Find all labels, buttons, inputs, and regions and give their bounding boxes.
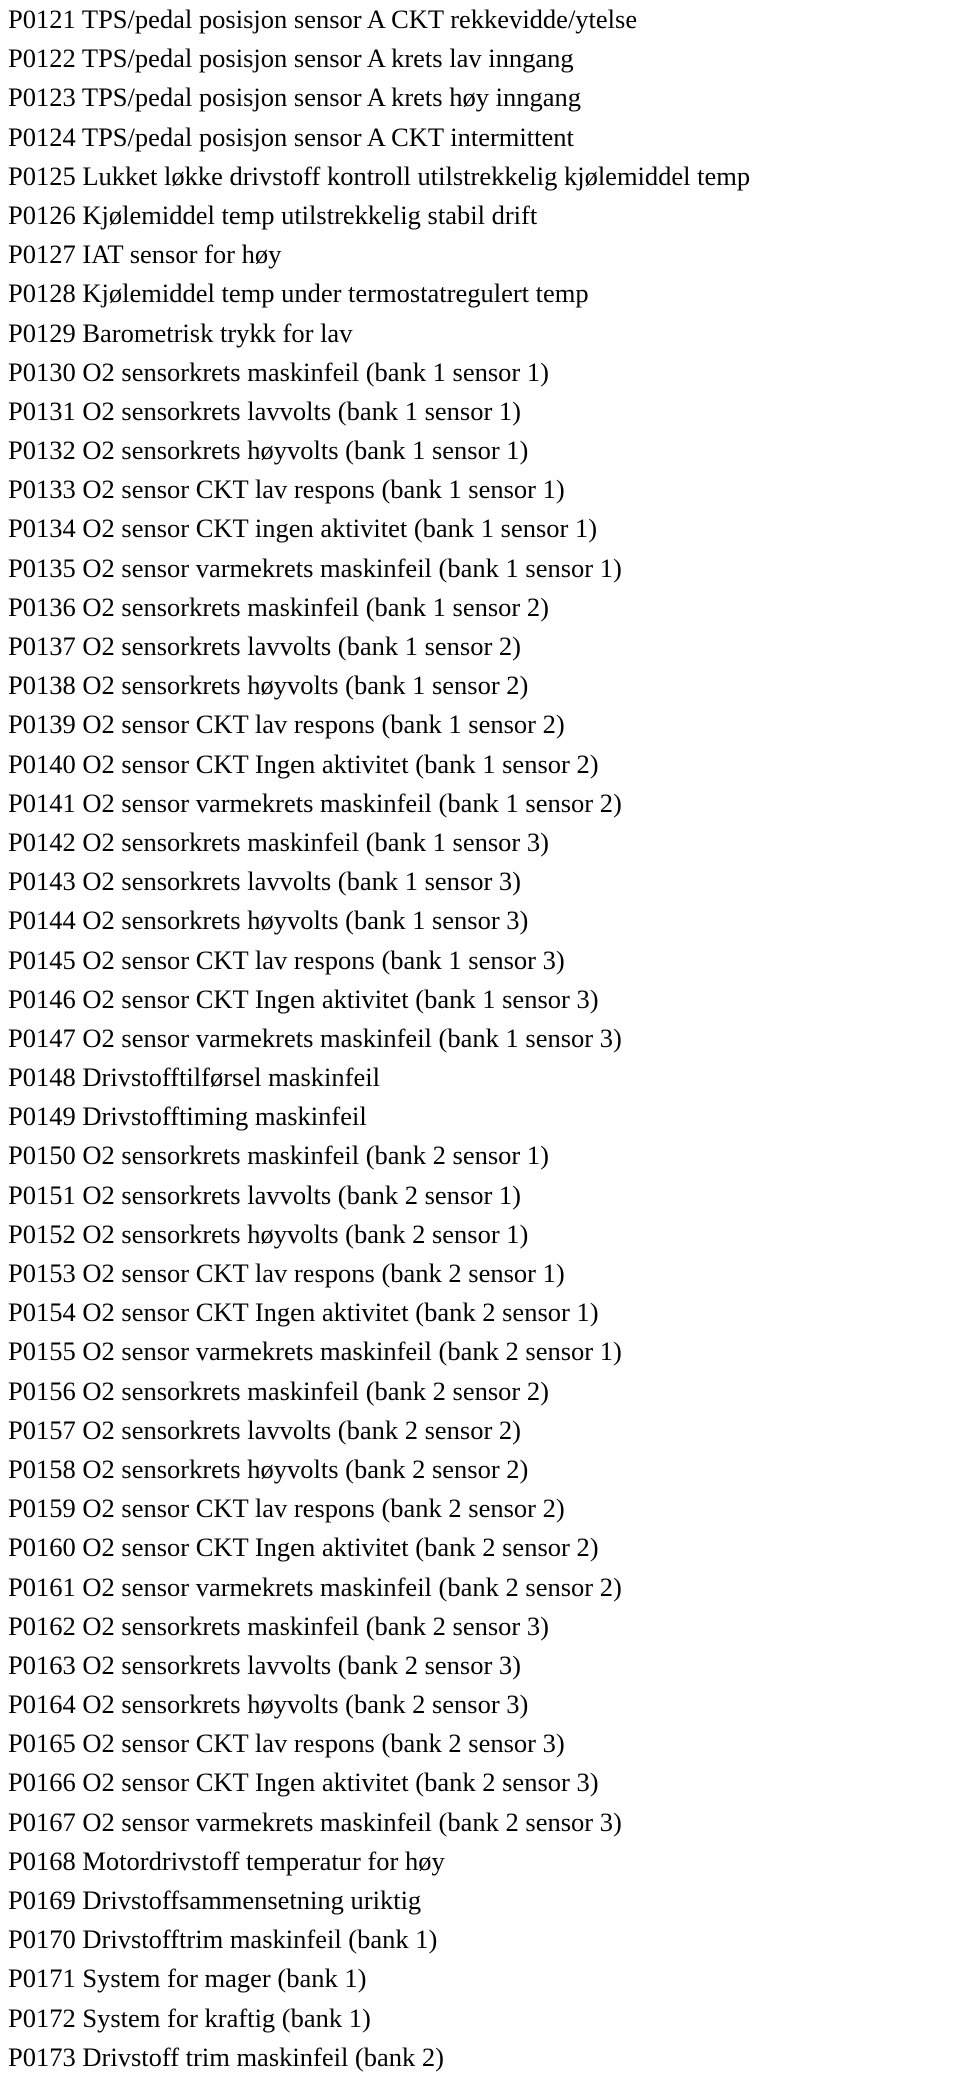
fault-code-line: P0133 O2 sensor CKT lav respons (bank 1 sensor 1) [8,474,565,505]
fault-code-line: P0149 Drivstofftiming maskinfeil [8,1101,367,1132]
fault-code-line: P0166 O2 sensor CKT Ingen aktivitet (bank 2 sensor 3) [8,1767,599,1798]
fault-code-line: P0158 O2 sensorkrets høyvolts (bank 2 sensor 2) [8,1453,529,1484]
fault-code-line: P0131 O2 sensorkrets lavvolts (bank 1 sensor 1) [8,395,522,426]
fault-code-line: P0163 O2 sensorkrets lavvolts (bank 2 sensor 3) [8,1649,522,1680]
fault-code-line: P0129 Barometrisk trykk for lav [8,317,353,348]
fault-code-line: P0144 O2 sensorkrets høyvolts (bank 1 sensor 3) [8,905,529,936]
fault-code-line: P0124 TPS/pedal posisjon sensor A CKT intermittent [8,121,574,152]
fault-code-line: P0172 System for kraftig (bank 1) [8,2002,371,2033]
fault-code-line: P0122 TPS/pedal posisjon sensor A krets lav inngang [8,43,574,74]
fault-code-line: P0126 Kjølemiddel temp utilstrekkelig stabil drift [8,199,538,230]
fault-code-line: P0143 O2 sensorkrets lavvolts (bank 1 sensor 3) [8,866,522,897]
fault-code-line: P0151 O2 sensorkrets lavvolts (bank 2 sensor 1) [8,1179,522,1210]
fault-code-line: P0167 O2 sensor varmekrets maskinfeil (bank 2 sensor 3) [8,1806,622,1837]
fault-code-list [8,0,960,2077]
fault-code-line: P0155 O2 sensor varmekrets maskinfeil (bank 2 sensor 1) [8,1336,622,1367]
fault-code-line: P0132 O2 sensorkrets høyvolts (bank 1 sensor 1) [8,435,529,466]
fault-code-line: P0140 O2 sensor CKT Ingen aktivitet (bank 1 sensor 2) [8,748,599,779]
fault-code-line: P0125 Lukket løkke drivstoff kontroll utilstrekkelig kjølemiddel temp [8,160,751,191]
fault-code-line: P0146 O2 sensor CKT Ingen aktivitet (bank 1 sensor 3) [8,983,599,1014]
fault-code-line: P0173 Drivstoff trim maskinfeil (bank 2) [8,2041,444,2072]
fault-code-line: P0154 O2 sensor CKT Ingen aktivitet (bank 2 sensor 1) [8,1297,599,1328]
fault-code-line: P0153 O2 sensor CKT lav respons (bank 2 sensor 1) [8,1258,565,1288]
fault-code-line: P0152 O2 sensorkrets høyvolts (bank 2 sensor 1) [8,1218,529,1249]
fault-code-line: P0164 O2 sensorkrets høyvolts (bank 2 sensor 3) [8,1689,529,1720]
fault-code-line: P0157 O2 sensorkrets lavvolts (bank 2 sensor 2) [8,1414,522,1445]
fault-code-line: P0123 TPS/pedal posisjon sensor A krets høy inngang [8,82,581,113]
fault-code-line: P0139 O2 sensor CKT lav respons (bank 1 sensor 2) [8,709,565,740]
fault-code-line: P0134 O2 sensor CKT ingen aktivitet (bank 1 sensor 1) [8,513,598,544]
fault-code-line: P0142 O2 sensorkrets maskinfeil (bank 1 sensor 3) [8,826,549,857]
fault-code-line: P0161 O2 sensor varmekrets maskinfeil (bank 2 sensor 2) [8,1571,622,1602]
fault-code-line: P0150 O2 sensorkrets maskinfeil (bank 2 sensor 1) [8,1140,549,1171]
fault-code-line: P0148 Drivstofftilførsel maskinfeil [8,1062,380,1093]
fault-code-line: P0171 System for mager (bank 1) [8,1963,367,1994]
fault-code-line: P0130 O2 sensorkrets maskinfeil (bank 1 sensor 1) [8,356,549,387]
fault-code-line: P0141 O2 sensor varmekrets maskinfeil (bank 1 sensor 2) [8,787,622,818]
fault-code-line: P0136 O2 sensorkrets maskinfeil (bank 1 sensor 2) [8,591,549,622]
fault-code-line: P0168 Motordrivstoff temperatur for høy [8,1845,445,1876]
fault-code-line: P0165 O2 sensor CKT lav respons (bank 2 sensor 3) [8,1728,565,1759]
fault-code-line: P0156 O2 sensorkrets maskinfeil (bank 2 sensor 2) [8,1375,549,1406]
fault-code-line: P0160 O2 sensor CKT Ingen aktivitet (bank 2 sensor 2) [8,1532,599,1563]
fault-code-line: P0127 IAT sensor for høy [8,239,282,270]
fault-code-line: P0145 O2 sensor CKT lav respons (bank 1 sensor 3) [8,944,565,975]
fault-code-line: P0121 TPS/pedal posisjon sensor A CKT rekkevidde/ytelse [8,4,638,34]
fault-code-line: P0159 O2 sensor CKT lav respons (bank 2 sensor 2) [8,1493,565,1524]
fault-code-line: P0137 O2 sensorkrets lavvolts (bank 1 sensor 2) [8,631,522,661]
fault-code-line: P0138 O2 sensorkrets høyvolts (bank 1 sensor 2) [8,670,529,701]
fault-code-line: P0162 O2 sensorkrets maskinfeil (bank 2 sensor 3) [8,1610,549,1641]
fault-code-line: P0128 Kjølemiddel temp under termostatregulert temp [8,278,589,309]
fault-code-line: P0135 O2 sensor varmekrets maskinfeil (bank 1 sensor 1) [8,552,622,583]
fault-code-line: P0170 Drivstofftrim maskinfeil (bank 1) [8,1924,438,1955]
fault-code-line: P0169 Drivstoffsammensetning uriktig [8,1885,422,1915]
fault-code-line: P0147 O2 sensor varmekrets maskinfeil (bank 1 sensor 3) [8,1022,622,1053]
